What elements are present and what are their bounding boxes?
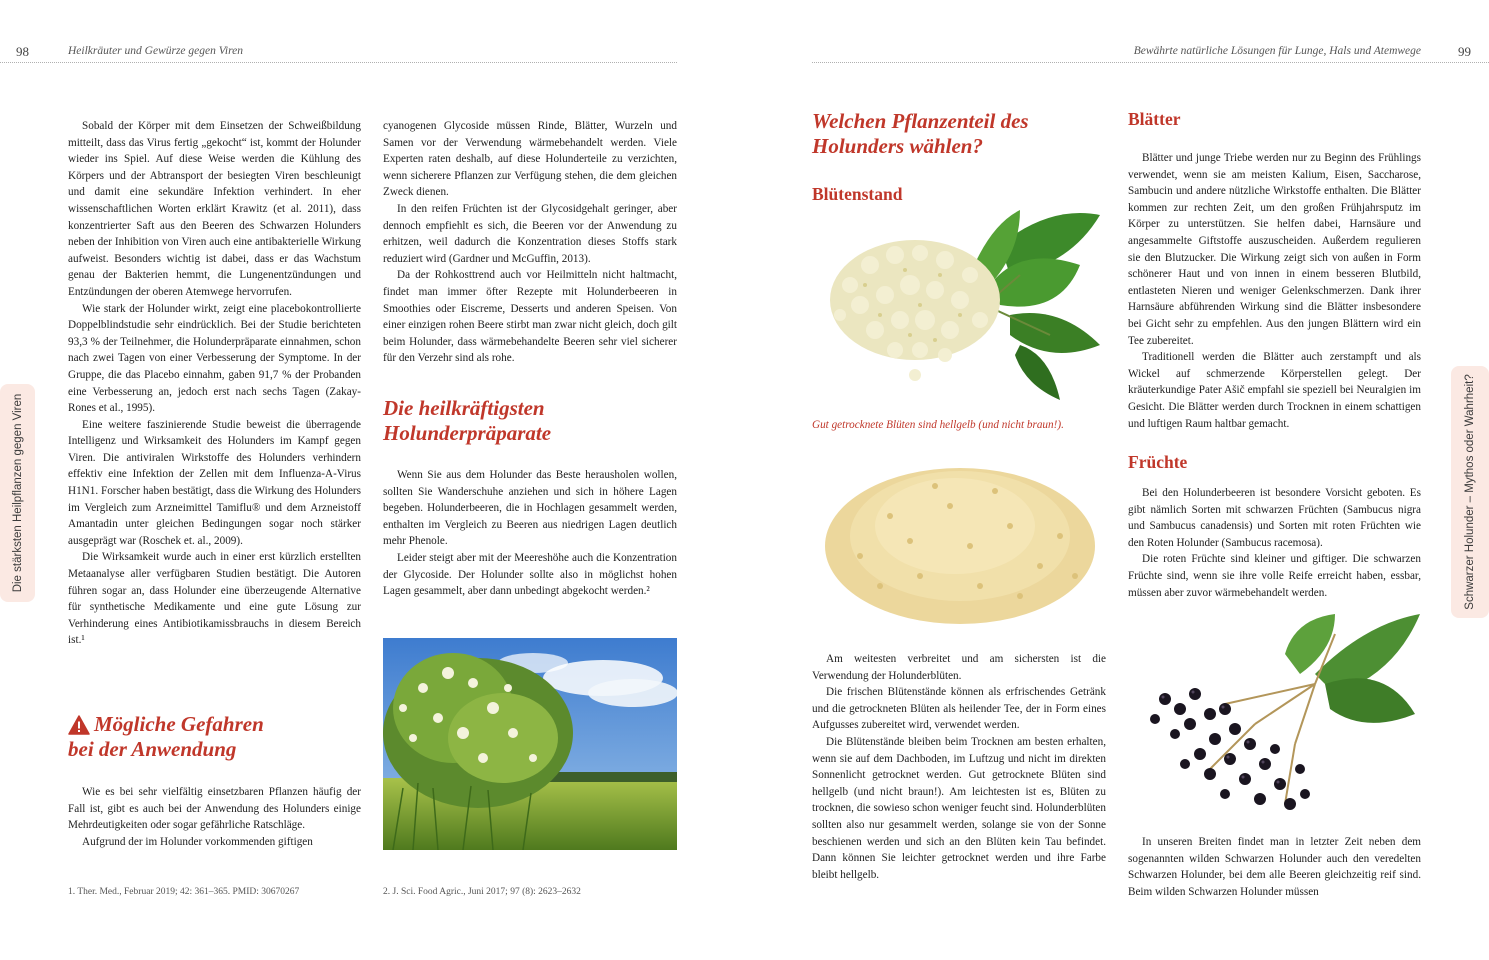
right-side-tab[interactable] — [1451, 366, 1489, 618]
right-column-4-blaetter — [1128, 150, 1421, 432]
left-column-2-prep — [383, 467, 677, 600]
dried-flowers-photo — [820, 446, 1100, 630]
footnote-1: 1. Ther. Med., Februar 2019; 42: 361–365. PMID: 30670267 — [68, 887, 300, 897]
right-running-head: Bewährte natürliche Lösungen für Lunge, Hals und Atemwege — [1133, 45, 1421, 57]
left-column-2 — [383, 118, 677, 367]
warning-icon — [68, 715, 90, 735]
left-side-tab[interactable] — [0, 384, 35, 602]
heading-which-line1: Welchen Pflanzenteil des — [812, 109, 1029, 133]
left-column-1-dangers — [68, 784, 361, 850]
right-header-rule — [812, 62, 1489, 63]
paragraph: Die frischen Blütenstände können als erfrischendes Getränk und die getrockneten Blüten als heilender Tee, der in Form eines Aufgusses zubereitet wird, verwendet werden. — [812, 686, 1106, 732]
left-page-number: 98 — [16, 44, 29, 59]
heading-preparations — [383, 396, 677, 446]
heading-which-part — [812, 109, 1112, 159]
image-caption: Gut getrocknete Blüten sind hellgelb (und nicht braun!). — [812, 419, 1064, 431]
right-side-tab-label: Schwarzer Holunder – Mythos oder Wahrheit? — [1464, 374, 1476, 610]
elderflower-photo — [820, 205, 1110, 405]
right-column-4-fruechte — [1128, 485, 1421, 601]
paragraph: Wenn Sie aus dem Holunder das Beste herausholen wollen, sollten Sie Wanderschuhe anziehen und sich in höhere Lagen begeben. Holunderbeeren, die in Hochlagen gesammelt werden, enthalten im Vergleich zu Beeren aus niedrigen Lagen deutlich mehr Phenole. — [383, 469, 677, 548]
paragraph: Leider steigt aber mit der Meereshöhe auch die Konzentration der Glycoside. Der Holunder sollte also in möglichst hohen Lagen gesammelt, aber dann unbedingt abgekocht werden.² — [383, 551, 677, 598]
heading-which-line2: Holunders wählen? — [812, 134, 983, 158]
right-column-4-bottom — [1128, 834, 1421, 900]
right-column-3 — [812, 651, 1106, 883]
paragraph: Wie stark der Holunder wirkt, zeigt eine placebokontrollierte Doppelblindstudie sehr eindrücklich. Bei der Studie berichteten 93,3 % der Teilnehmer, die Holunderpräparate einnahmen, schon nach zwei Tagen von einer Verbesserung der Symptome. In der Gruppe, die das Placebo einnahm, gaben 91,7 % der Probanden eine Verbesserung an, jedoch erst nach sechs Tagen (Zakay-Rones et al., 1995). — [68, 302, 361, 415]
paragraph: Am weitesten verbreitet und am sichersten ist die Verwendung der Holunderblüten. — [812, 653, 1106, 682]
elder-bush-photo — [383, 638, 677, 850]
paragraph: Die Blütenstände bleiben beim Trocknen am besten erhalten, wenn sie auf dem Dachboden, im Luftzug und nicht im direkten Sonnenlicht getrocknet werden. Gut getrocknete Blüten sind hellgelb (und nicht braun!). Am leichtesten ist es, Blüten zu trocknen, die sowieso schon weniger feucht sind. Holunderblüten sollten also nur gesammelt werden, solange sie von der Sonne beschienen werden und sich an den Blüten kein Tau befindet. Dann können Sie leichter getrocknet werden und ihre Farbe bleibt hellgelb. — [812, 735, 1106, 881]
left-header-rule — [0, 62, 677, 63]
left-running-head: Heilkräuter und Gewürze gegen Viren — [68, 45, 244, 57]
left-side-tab-label: Die stärksten Heilpflanzen gegen Viren — [11, 393, 24, 593]
heading-preparations-line2: Holunderpräparate — [383, 421, 552, 445]
heading-dangers-line2: bei der Anwendung — [68, 737, 237, 761]
paragraph: Bei den Holunderbeeren ist besondere Vorsicht geboten. Es gibt nämlich Sorten mit schwarzen Früchten (Sambucus nigra und Sambucus canadensis) und Sorten mit roten Früchten wie den Roten Holunder (Sambucus racemosa). — [1128, 487, 1421, 549]
heading-dangers-line1: Mögliche Gefahren — [94, 712, 264, 736]
paragraph: cyanogenen Glycoside müssen Rinde, Blätter, Wurzeln und Samen vor der Verwendung wärmebehandelt werden. Viele Experten raten deshalb, auf diese Holunderteile zu verzichten, wenn sicherere Pflanzen zur Verfügung stehen, die dem gleichen Zweck dienen. — [383, 120, 677, 199]
heading-preparations-line1: Die heilkräftigsten — [383, 396, 545, 420]
left-column-1 — [68, 118, 361, 649]
paragraph: In den reifen Früchten ist der Glycosidgehalt geringer, aber dennoch empfiehlt es sich, die Beeren vor der Anwendung zu erhitzen, weil dadurch die Konzentration dieses Stoffs stark reduziert wird (Gardner und McGuffin, 2013). — [383, 202, 677, 265]
paragraph: Die roten Früchte sind kleiner und giftiger. Die schwarzen Früchte sind, wenn sie ihre volle Reife erreicht haben, essbar, müssen aber zuvor wärmebehandelt werden. — [1128, 553, 1421, 599]
paragraph: Aufgrund der im Holunder vorkommenden giftigen — [82, 835, 313, 848]
paragraph: Eine weitere faszinierende Studie beweist die überragende Intelligenz und Wirksamkeit des Holunders im Kampf gegen Viren. Die antiviralen Wirkstoffe des Holunders verhindern effektiv eine Infektion der Zellen mit dem Influenza-A-Virus H1N1. Forscher haben bestätigt, dass die Wirkung des Holunders im Vergleich zum Arzneimittel Tamiflu® und dem Arzneistoff Amantadin unter gleichen Bedingungen sogar noch stärker ausgeprägt war (Roschek et. al., 2009). — [68, 418, 361, 547]
footnote-2: 2. J. Sci. Food Agric., Juni 2017; 97 (8): 2623–2632 — [383, 887, 581, 897]
paragraph: Die Wirksamkeit wurde auch in einer erst kürzlich erstellten Metaanalyse aller verfügbaren Studien bestätigt. Die Autoren führen sogar an, dass Holunder eine überzeugende Alternative für synthetische Medikamente und eine gute Lösung zur Verhinderung eines Antibiotikamissbrauchs in diesem Bereich ist.¹ — [68, 551, 361, 647]
paragraph: In unseren Breiten findet man in letzter Zeit neben dem sogenannten wilden Schwarzen Holunder auch den veredelten Schwarzen Holunder, bei dem alle Beeren gleichzeitig reif sind. Beim wilden Schwarzen Holunder müssen — [1128, 836, 1421, 898]
paragraph: Blätter und junge Triebe werden nur zu Beginn des Frühlings verwendet, wenn sie am meisten Kalium, Eisen, Saccharose, Sambucin und andere nützliche Wirkstoffe enthalten. Die Blätter kommen zur rechten Zeit, um den großen Frühjahrsputz im Körper zu unterstützen. Sie helfen dabei, Harnsäure und angesammelte Giftstoffe auszuscheiden. Außerdem regulieren sie den Blutzucker. Die Wirkung zeigt sich von außen in Form schönerer Haut und von innen in einem besseren Blutbild, entlasteten Nieren und weniger Gelenkschmerzen. Dank ihrer Harnsäure abführenden Wirkung sind die Blätter insbesondere bei Gicht sehr zu empfehlen. Aus den jungen Blättern wird ein Tee zubereitet. — [1128, 152, 1421, 347]
paragraph: Sobald der Körper mit dem Einsetzen der Schweißbildung mitteilt, dass das Virus fertig „gekocht“ ist, kommt der Holunder wieder ins Spiel. Auf diese Weise werden die Kühlung des Körpers und der Abtransport der besiegten Viren beschleunigt und damit eine sekundäre Infektion verhindert. In eher wissenschaftlichen Worten erklärt Krawitz (et al. 2011), dass konzentrierter Saft aus den Beeren des Schwarzen Holunders neben der Inhibition von Viren auch eine antibakterielle Wirkung aufweist. Besonders wichtig ist dabei, dass er das Wachstum genau der Bakterien hemmt, die Lungenentzündungen und Entzündungen der oberen Atemwege hervorrufen. — [68, 120, 361, 298]
heading-dangers — [68, 712, 368, 762]
subheading-blaetter: Blätter — [1128, 109, 1181, 129]
elderberries-photo — [1135, 614, 1421, 824]
subheading-fruechte: Früchte — [1128, 452, 1188, 472]
subheading-bluetenstand: Blütenstand — [812, 184, 903, 204]
right-page-number: 99 — [1458, 44, 1471, 59]
paragraph: Traditionell werden die Blätter auch zerstampft und als Wickel auf schmerzende Körperstellen gelegt. Der kräuterkundige Pater Ašič empfahl sie speziell bei Neuralgien im Gesicht. Die Blätter werden durch Trocknen in einem schattigen und luftigen Raum haltbar gemacht. — [1128, 351, 1421, 430]
paragraph: Da der Rohkosttrend auch vor Heilmitteln nicht haltmacht, findet man immer öfter Rezepte mit Holunderbeeren in Smoothies oder Eiscreme, Desserts und anderen Speisen. Von einer einzigen rohen Beere stirbt man zwar nicht gleich, doch gilt beim Holunder, dass wärmebehandelte Beeren sehr viel sicherer für den Verzehr sind als rohe. — [383, 269, 677, 365]
paragraph: Wie es bei sehr vielfältig einsetzbaren Pflanzen häufig der Fall ist, gibt es auch bei der Anwendung des Holunders einige Mehrdeutigkeiten oder sogar gefährliche Ratschläge. — [68, 786, 361, 832]
